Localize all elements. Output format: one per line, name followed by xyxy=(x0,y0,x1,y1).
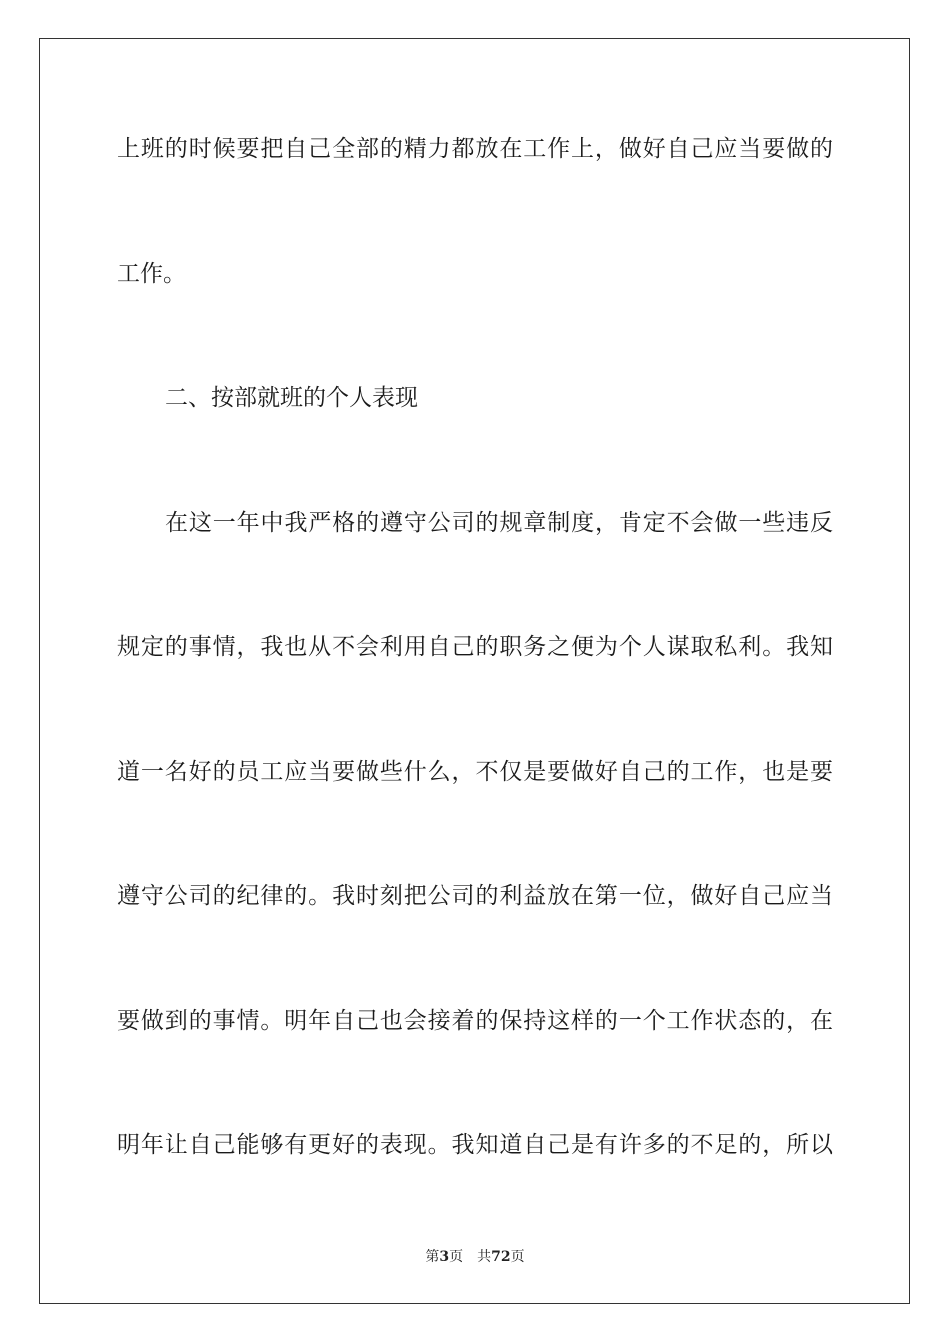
body-text-line: 遵守公司的纪律的。我时刻把公司的利益放在第一位，做好自己应当 xyxy=(117,883,833,909)
section-heading: 二、按部就班的个人表现 xyxy=(165,385,418,411)
page-number: 3 xyxy=(439,1249,450,1265)
body-text-line: 规定的事情，我也从不会利用自己的职务之便为个人谋取私利。我知 xyxy=(117,634,833,660)
body-text-line: 要做到的事情。明年自己也会接着的保持这样的一个工作状态的，在 xyxy=(117,1008,833,1034)
body-text-line: 明年让自己能够有更好的表现。我知道自己是有许多的不足的，所以 xyxy=(117,1132,833,1158)
total-suffix: 页 xyxy=(510,1249,525,1265)
page-prefix: 第 xyxy=(425,1249,440,1265)
total-pages: 72 xyxy=(491,1249,511,1265)
page-footer xyxy=(0,1247,950,1267)
page-suffix: 页 xyxy=(449,1249,464,1265)
total-prefix: 共 xyxy=(477,1249,492,1265)
body-text-line: 工作。 xyxy=(117,261,186,287)
body-text-line: 上班的时候要把自己全部的精力都放在工作上，做好自己应当要做的 xyxy=(117,136,833,162)
page-border xyxy=(39,38,910,1304)
body-text-line: 道一名好的员工应当要做些什么，不仅是要做好自己的工作，也是要 xyxy=(117,759,833,785)
body-text-line: 在这一年中我严格的遵守公司的规章制度，肯定不会做一些违反 xyxy=(165,510,833,536)
